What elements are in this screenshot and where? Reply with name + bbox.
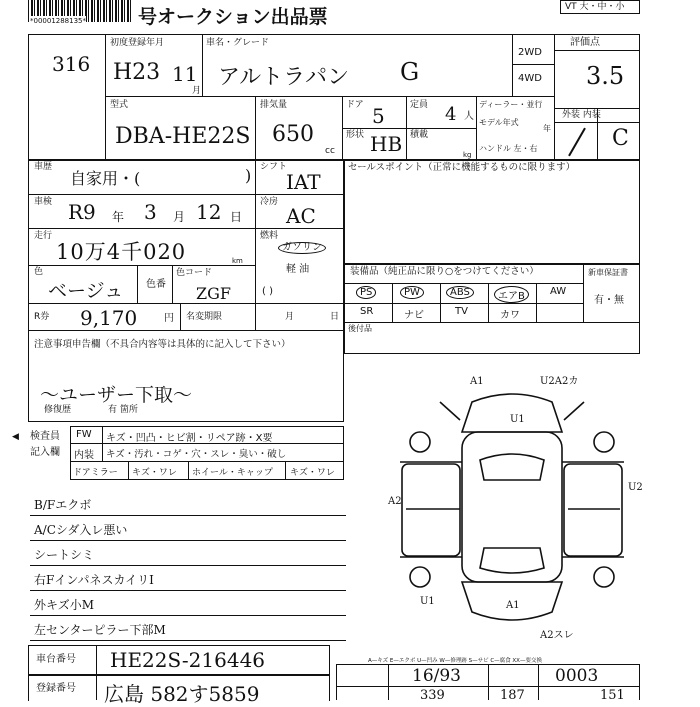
new-warranty-label: 新車保証書 (588, 268, 628, 277)
color-value: ベージュ (48, 280, 124, 302)
inspector-label-1: 検査員 (30, 431, 60, 442)
lot-number: 316 (52, 52, 91, 76)
ext-int-label: 外装 内装 (562, 110, 601, 120)
model-label: 車名・グレード (206, 38, 270, 48)
capacity-unit: 人 (464, 111, 474, 122)
equip-ps[interactable]: PS (356, 286, 376, 299)
arrow-icon: ◀ (12, 432, 19, 442)
sales-point-box (344, 160, 640, 264)
fuel-alt: 軽 油 (286, 264, 310, 275)
drive-4wd: 4WD (518, 73, 542, 84)
name-change-month: 月 (285, 312, 295, 322)
notes-label: 注意事項申告欄（不具合内容等は具体的に記入して下さい） (34, 339, 291, 350)
legend-mirror-tag: ドアミラー (73, 468, 118, 478)
handle-label: ハンドル 左・右 (479, 144, 538, 153)
mark-a1-rear: A1 (506, 600, 520, 611)
color-code: ZGF (196, 284, 231, 303)
legend-int-tag: 内装 (74, 450, 94, 461)
legend-wheel-tag: ホイール・キャップ (192, 468, 273, 478)
equip-tv[interactable]: TV (455, 306, 468, 317)
year-unit: 年 (543, 124, 551, 133)
equip-airbag[interactable]: エアB (494, 286, 529, 303)
name-change-label: 名変期限 (186, 312, 223, 322)
inspection-day-unit: 日 (230, 210, 243, 224)
barcode-text: *00001288135* (30, 17, 86, 25)
model-code-label: 型式 (110, 100, 129, 110)
mark-a1-top: A1 (470, 376, 484, 387)
equipment-label: 装備品（純正品に限り○をつけてください） (350, 266, 539, 277)
legend-fw-tag: FW (76, 429, 92, 440)
auction-v5: 151 (600, 688, 625, 703)
color-code-label: 色コード (176, 268, 213, 278)
auction-v4: 187 (500, 688, 525, 703)
doors-value: 5 (372, 104, 385, 128)
displacement-label: 排気量 (260, 100, 288, 110)
repair-value: 有 箇所 (108, 405, 138, 415)
first-reg-month-unit: 月 (192, 86, 202, 96)
usage-label: 車歴 (34, 162, 53, 172)
load-label: 積載 (410, 130, 429, 140)
ac-label: 冷房 (260, 197, 279, 207)
recycle-value: 9,170 (80, 306, 138, 330)
mark-a2-left: A2 (388, 496, 402, 507)
equip-aw[interactable]: AW (550, 286, 567, 297)
first-reg-era: H23 (113, 60, 161, 85)
recycle-unit: 円 (164, 313, 174, 324)
mark-u2-right: U2 (628, 482, 643, 493)
auction-v1: 16/93 (412, 666, 461, 686)
auction-v2: 0003 (555, 666, 599, 686)
notes-text: 〜ユーザー下取〜 (40, 384, 193, 406)
note-line-5: 外キズ小M (34, 598, 95, 612)
usage-value: 自家用・( (70, 169, 141, 188)
mileage-label: 走行 (34, 231, 53, 241)
doors-label: ドア (346, 100, 364, 110)
recycle-label: R券 (34, 312, 50, 322)
capacity-label: 定員 (410, 100, 429, 110)
fuel-label: 燃料 (260, 231, 279, 241)
note-line-3: シートシミ (34, 548, 95, 562)
score-label: 評価点 (570, 37, 600, 48)
size-options: VT 大・中・小 (560, 0, 640, 14)
mark-a2-rear: A2スレ (540, 630, 574, 641)
shift-label: シフト (260, 162, 288, 172)
inspector-label-2: 記入欄 (30, 447, 60, 458)
note-line-1: B/Fエクボ (34, 498, 92, 512)
equip-navi[interactable]: ナビ (404, 310, 424, 321)
model-year-label: モデル年式 (479, 118, 519, 127)
damage-legend: A—キズ E—エクボ U—凹み W—修理跡 S—サビ C—腐食 XX—要交換 (368, 658, 542, 664)
dealer-label: ディーラー・並行 (479, 100, 543, 109)
note-line-4: 右FインパネスカイリI (34, 573, 154, 587)
shift-value: IAT (286, 170, 321, 194)
usage-close: ) (245, 166, 252, 185)
chassis-label: 車台番号 (36, 654, 76, 665)
body-type-label: 形状 (346, 130, 365, 140)
inspection-month-unit: 月 (173, 210, 186, 224)
chassis-value: HE22S-216446 (110, 648, 266, 672)
first-reg-label: 初度登録年月 (110, 38, 165, 48)
equip-sr[interactable]: SR (360, 306, 374, 317)
plate-label: 登録番号 (36, 683, 76, 694)
car-diagram (380, 372, 650, 642)
score-value: 3.5 (586, 62, 625, 90)
auction-v3: 339 (420, 688, 445, 703)
color-label: 色 (34, 267, 44, 277)
equip-leather[interactable]: カワ (500, 310, 520, 321)
sales-point-label: セールスポイント（正常に機能するものに限ります） (348, 162, 576, 173)
name-change-day: 日 (330, 312, 340, 322)
load-unit: kg (463, 151, 472, 159)
note-line-6: 左センターピラー下部M (34, 623, 166, 637)
ac-value: AC (286, 204, 316, 228)
inspection-month: 3 (144, 200, 157, 224)
capacity-value: 4 (445, 104, 457, 125)
color-number-label: 色番 (146, 279, 166, 290)
inspection-day: 12 (196, 200, 222, 224)
model-name: アルトラパン (218, 65, 350, 90)
displacement-unit: cc (325, 146, 335, 156)
equip-pw[interactable]: PW (400, 286, 424, 299)
note-line-2: A/Cシダ入レ悪い (34, 523, 128, 537)
displacement-value: 650 (272, 122, 314, 147)
mark-u1-left: U1 (420, 596, 435, 607)
mileage-unit: km (232, 257, 243, 265)
interior-grade: C (612, 126, 629, 151)
legend-mirror-text: キズ・ワレ (132, 468, 177, 478)
drive-2wd: 2WD (518, 47, 542, 58)
legend-fw-text: キズ・凹凸・ヒビ割・リペア跡・X要 (106, 433, 273, 444)
model-code: DBA-HE22S (115, 124, 251, 149)
inspection-label: 車検 (34, 197, 53, 207)
first-reg-month: 11 (172, 62, 198, 86)
legend-wheel-text: キズ・ワレ (290, 468, 335, 478)
equip-abs[interactable]: ABS (446, 286, 474, 299)
new-warranty-value: 有・無 (594, 295, 624, 306)
mark-u1-front: U1 (510, 414, 525, 425)
model-grade: G (400, 58, 420, 86)
aftermarket-label: 後付品 (348, 324, 372, 333)
legend-int-text: キズ・汚れ・コゲ・穴・スレ・臭い・破し (106, 449, 287, 460)
plate-value: 広島 582す5859 (104, 682, 260, 706)
inspection-year: R9 (68, 200, 96, 224)
form-title: 号オークション出品票 (138, 6, 328, 28)
fuel-value: ガソリン (278, 242, 326, 254)
body-type-value: HB (370, 132, 403, 156)
mark-u2a2: U2A2カ (540, 376, 579, 387)
fuel-paren: ( ) (262, 286, 273, 297)
repair-label: 修復歴 (44, 405, 72, 415)
mileage-value: 10万4千020 (56, 240, 187, 264)
inspection-year-unit: 年 (112, 210, 125, 224)
